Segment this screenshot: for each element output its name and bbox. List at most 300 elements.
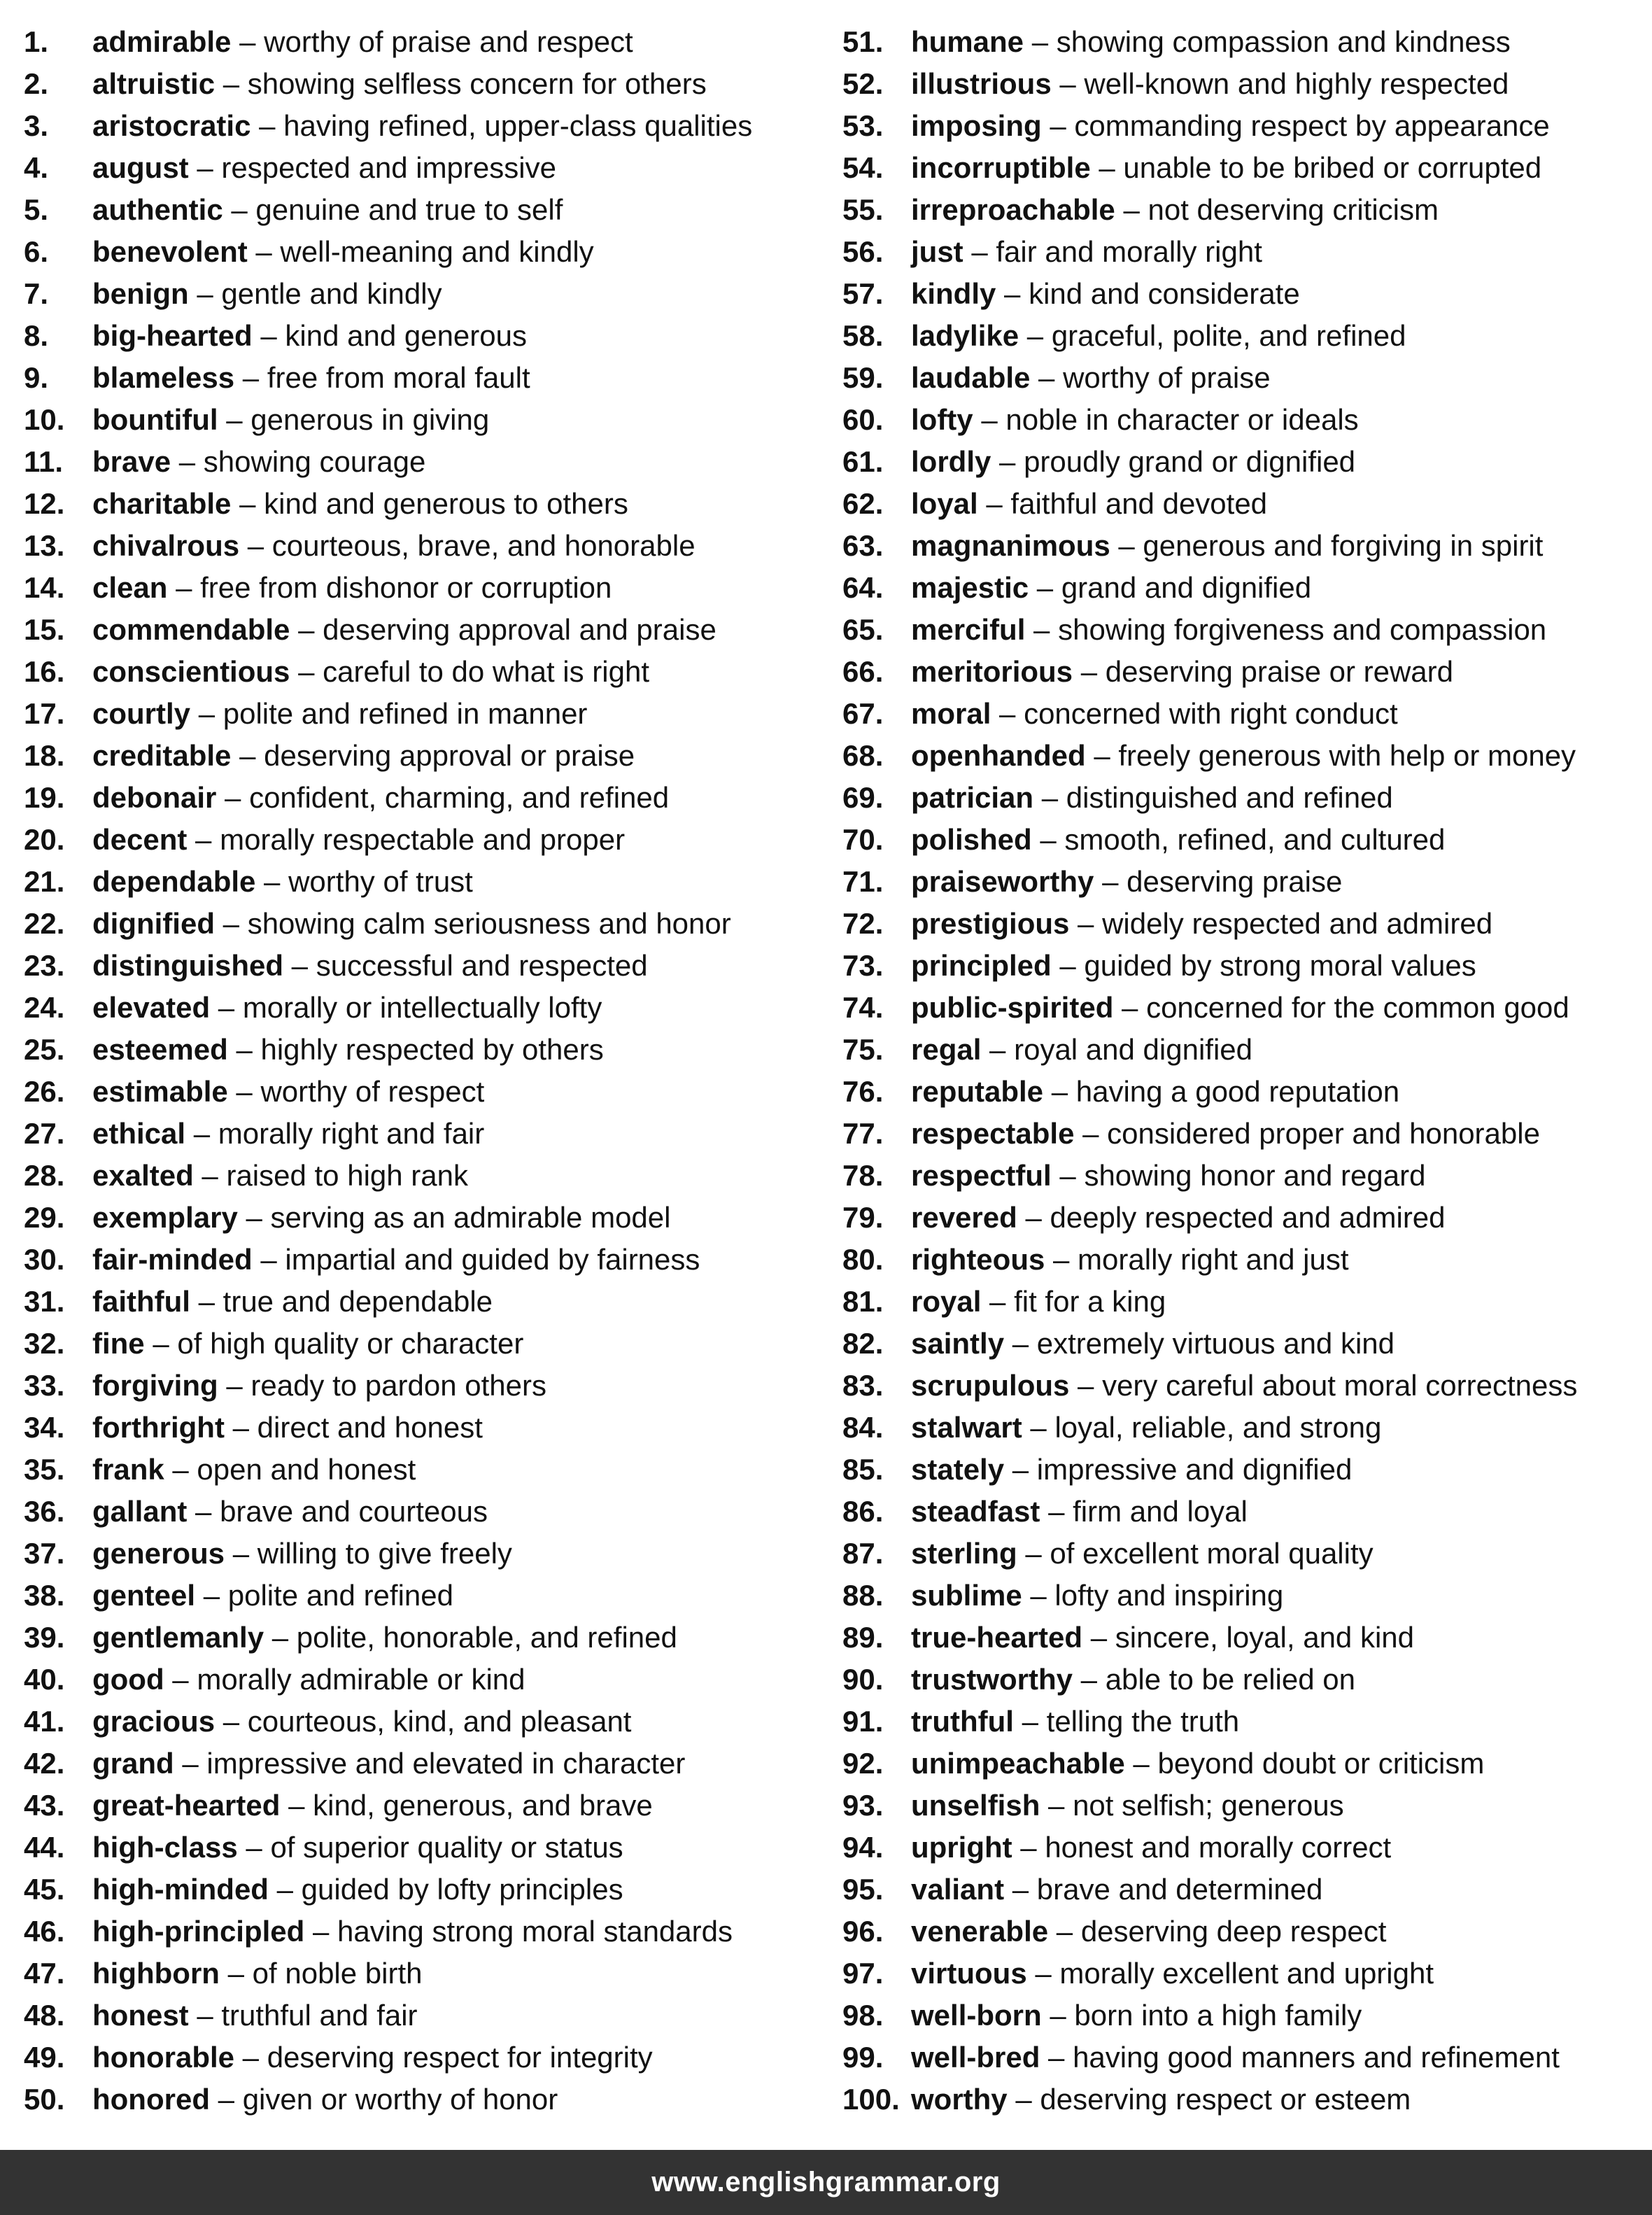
- item-word: brave: [92, 445, 171, 478]
- item-definition: kind and generous to others: [264, 487, 628, 520]
- list-item: [24, 357, 835, 399]
- item-definition: brave and courteous: [220, 1495, 488, 1528]
- item-separator: –: [188, 277, 222, 310]
- item-separator: –: [1085, 739, 1119, 772]
- item-word: just: [911, 235, 963, 268]
- item-number: 4.: [24, 151, 49, 184]
- item-separator: –: [1043, 1075, 1076, 1108]
- item-separator: –: [1022, 1411, 1055, 1444]
- item-word: lordly: [911, 445, 991, 478]
- item-separator: –: [247, 235, 281, 268]
- list-item: [24, 1785, 835, 1827]
- item-definition: courteous, brave, and honorable: [271, 529, 696, 562]
- item-word: loyal: [911, 487, 978, 520]
- item-separator: –: [1033, 781, 1066, 814]
- item-definition: very careful about moral correctness: [1102, 1369, 1578, 1402]
- item-number: 23.: [24, 949, 65, 982]
- item-word: moral: [911, 697, 991, 730]
- item-number: 20.: [24, 823, 65, 856]
- item-definition: widely respected and admired: [1102, 907, 1493, 940]
- item-separator: –: [1074, 1117, 1108, 1150]
- item-word: honorable: [92, 2041, 235, 2074]
- item-separator: –: [1094, 865, 1127, 898]
- item-definition: willing to give freely: [257, 1537, 512, 1570]
- item-definition: loyal, reliable, and strong: [1054, 1411, 1382, 1444]
- item-definition: showing selfless concern for others: [247, 67, 707, 100]
- item-definition: raised to high rank: [226, 1159, 468, 1192]
- list-item: [24, 1827, 835, 1869]
- item-definition: worthy of trust: [288, 865, 473, 898]
- list-item: [24, 1911, 835, 1953]
- item-definition: able to be relied on: [1105, 1663, 1355, 1696]
- item-number: 22.: [24, 907, 65, 940]
- item-separator: –: [231, 487, 264, 520]
- item-word: gallant: [92, 1495, 188, 1528]
- item-word: esteemed: [92, 1033, 228, 1066]
- list-item: [24, 735, 835, 777]
- item-number: 74.: [842, 991, 884, 1024]
- item-number: 87.: [842, 1537, 884, 1570]
- item-separator: –: [1073, 655, 1106, 688]
- item-separator: –: [1069, 1369, 1103, 1402]
- list-item: [842, 231, 1647, 273]
- item-number: 53.: [842, 109, 884, 142]
- item-definition: unable to be bribed or corrupted: [1123, 151, 1542, 184]
- item-number: 91.: [842, 1705, 884, 1738]
- item-separator: –: [1022, 1579, 1055, 1612]
- list-item: [842, 861, 1647, 903]
- item-number: 18.: [24, 739, 65, 772]
- item-separator: –: [144, 1327, 178, 1360]
- item-definition: showing forgiveness and compassion: [1058, 613, 1547, 646]
- item-separator: –: [1048, 1915, 1081, 1948]
- item-word: charitable: [92, 487, 232, 520]
- item-definition: truthful and fair: [221, 1999, 418, 2032]
- list-item: [842, 1533, 1647, 1575]
- item-word: kindly: [911, 277, 996, 310]
- item-word: high-class: [92, 1831, 238, 1864]
- item-separator: –: [218, 403, 251, 436]
- item-number: 1.: [24, 25, 49, 58]
- list-item: [842, 483, 1647, 525]
- item-separator: –: [185, 1117, 218, 1150]
- item-separator: –: [188, 151, 222, 184]
- item-word: upright: [911, 1831, 1012, 1864]
- item-word: royal: [911, 1285, 982, 1318]
- item-number: 32.: [24, 1327, 65, 1360]
- list-item: [842, 1911, 1647, 1953]
- item-separator: –: [195, 1579, 228, 1612]
- list-item: [842, 147, 1647, 189]
- list-item: [24, 189, 835, 231]
- list-item: [24, 525, 835, 567]
- list-item: [24, 693, 835, 735]
- item-separator: –: [1025, 613, 1059, 646]
- item-word: genteel: [92, 1579, 196, 1612]
- item-number: 90.: [842, 1663, 884, 1696]
- item-separator: –: [1041, 1999, 1075, 2032]
- list-item: [842, 1113, 1647, 1155]
- list-item: [24, 903, 835, 945]
- item-separator: –: [231, 739, 264, 772]
- item-separator: –: [1030, 361, 1064, 394]
- item-definition: deserving approval and praise: [323, 613, 716, 646]
- item-word: incorruptible: [911, 151, 1091, 184]
- item-definition: lofty and inspiring: [1054, 1579, 1284, 1612]
- item-separator: –: [1013, 1705, 1047, 1738]
- item-word: praiseworthy: [911, 865, 1094, 898]
- footer-bar: [0, 2150, 1652, 2215]
- item-separator: –: [1073, 1663, 1106, 1696]
- list-item: [24, 483, 835, 525]
- item-word: grand: [92, 1747, 174, 1780]
- item-number: 33.: [24, 1369, 65, 1402]
- item-word: forthright: [92, 1411, 225, 1444]
- item-number: 65.: [842, 613, 884, 646]
- item-separator: –: [977, 487, 1011, 520]
- item-definition: having good manners and refinement: [1073, 2041, 1560, 2074]
- item-word: meritorious: [911, 655, 1073, 688]
- list-item: [842, 1323, 1647, 1365]
- item-word: laudable: [911, 361, 1031, 394]
- list-item: [24, 1449, 835, 1491]
- item-definition: of high quality or character: [177, 1327, 524, 1360]
- item-word: revered: [911, 1201, 1017, 1234]
- item-word: debonair: [92, 781, 217, 814]
- item-number: 29.: [24, 1201, 65, 1234]
- list-item: [842, 987, 1647, 1029]
- item-definition: deeply respected and admired: [1050, 1201, 1446, 1234]
- item-word: conscientious: [92, 655, 290, 688]
- list-item: [842, 1575, 1647, 1617]
- list-item: [842, 1071, 1647, 1113]
- item-word: saintly: [911, 1327, 1005, 1360]
- item-definition: concerned for the common good: [1146, 991, 1569, 1024]
- item-separator: –: [255, 865, 289, 898]
- item-separator: –: [991, 445, 1024, 478]
- item-definition: guided by lofty principles: [301, 1873, 623, 1906]
- list-item: [842, 1869, 1647, 1911]
- item-word: true-hearted: [911, 1621, 1083, 1654]
- item-number: 86.: [842, 1495, 884, 1528]
- item-definition: impartial and guided by fairness: [285, 1243, 700, 1276]
- item-word: unimpeachable: [911, 1747, 1125, 1780]
- list-item: [24, 441, 835, 483]
- item-definition: free from moral fault: [267, 361, 530, 394]
- item-definition: deserving respect for integrity: [267, 2041, 653, 2074]
- item-number: 76.: [842, 1075, 884, 1108]
- item-number: 27.: [24, 1117, 65, 1150]
- item-definition: faithful and devoted: [1010, 487, 1268, 520]
- item-definition: worthy of respect: [260, 1075, 485, 1108]
- list-item: [24, 1197, 835, 1239]
- list-item: [24, 1407, 835, 1449]
- item-number: 60.: [842, 403, 884, 436]
- item-word: highborn: [92, 1957, 220, 1990]
- list-item: [842, 777, 1647, 819]
- item-number: 80.: [842, 1243, 884, 1276]
- item-word: sublime: [911, 1579, 1022, 1612]
- list-item: [24, 1617, 835, 1659]
- list-item: [24, 1869, 835, 1911]
- item-definition: morally or intellectually lofty: [242, 991, 602, 1024]
- item-separator: –: [187, 1495, 220, 1528]
- item-definition: open and honest: [197, 1453, 416, 1486]
- item-word: regal: [911, 1033, 982, 1066]
- item-separator: –: [1004, 1873, 1037, 1906]
- item-word: good: [92, 1663, 164, 1696]
- item-separator: –: [190, 1285, 223, 1318]
- item-definition: brave and determined: [1036, 1873, 1323, 1906]
- item-number: 63.: [842, 529, 884, 562]
- item-number: 98.: [842, 1999, 884, 2032]
- item-separator: –: [227, 1075, 261, 1108]
- item-number: 10.: [24, 403, 65, 436]
- item-word: prestigious: [911, 907, 1070, 940]
- list-item: [842, 273, 1647, 315]
- list-item: [842, 1701, 1647, 1743]
- item-separator: –: [304, 1915, 338, 1948]
- item-definition: showing courage: [203, 445, 426, 478]
- item-word: imposing: [911, 109, 1042, 142]
- item-separator: –: [283, 949, 316, 982]
- item-number: 8.: [24, 319, 49, 352]
- item-number: 37.: [24, 1537, 65, 1570]
- item-word: courtly: [92, 697, 191, 730]
- item-separator: –: [1115, 193, 1148, 226]
- item-definition: genuine and true to self: [255, 193, 563, 226]
- footer-website-link[interactable]: www.englishgrammar.org: [651, 2167, 1001, 2198]
- item-word: dignified: [92, 907, 215, 940]
- list-item: [842, 651, 1647, 693]
- item-separator: –: [239, 529, 272, 562]
- item-separator: –: [234, 2041, 267, 2074]
- item-word: clean: [92, 571, 168, 604]
- item-definition: graceful, polite, and refined: [1051, 319, 1406, 352]
- item-word: humane: [911, 25, 1024, 58]
- item-definition: firm and loyal: [1073, 1495, 1248, 1528]
- list-item: [24, 819, 835, 861]
- item-number: 56.: [842, 235, 884, 268]
- item-separator: –: [991, 697, 1024, 730]
- item-number: 24.: [24, 991, 65, 1024]
- item-number: 81.: [842, 1285, 884, 1318]
- item-word: trustworthy: [911, 1663, 1073, 1696]
- item-word: faithful: [92, 1285, 190, 1318]
- item-number: 66.: [842, 655, 884, 688]
- item-word: great-hearted: [92, 1789, 281, 1822]
- item-word: authentic: [92, 193, 223, 226]
- item-separator: –: [1031, 823, 1065, 856]
- item-separator: –: [237, 1831, 271, 1864]
- item-number: 58.: [842, 319, 884, 352]
- item-definition: kind and generous: [285, 319, 527, 352]
- item-number: 15.: [24, 613, 65, 646]
- list-item: [842, 525, 1647, 567]
- item-number: 47.: [24, 1957, 65, 1990]
- list-item: [842, 2079, 1647, 2121]
- item-definition: deserving praise: [1127, 865, 1343, 898]
- item-number: 52.: [842, 67, 884, 100]
- item-separator: –: [224, 1411, 257, 1444]
- item-separator: –: [963, 235, 996, 268]
- item-separator: –: [188, 1999, 222, 2032]
- item-separator: –: [209, 2083, 243, 2116]
- list-item: [24, 2037, 835, 2079]
- item-separator: –: [1029, 571, 1061, 604]
- item-separator: –: [215, 1705, 248, 1738]
- item-separator: –: [215, 67, 248, 100]
- item-word: respectable: [911, 1117, 1075, 1150]
- item-number: 67.: [842, 697, 884, 730]
- item-number: 19.: [24, 781, 65, 814]
- item-definition: morally respectable and proper: [220, 823, 626, 856]
- item-separator: –: [1017, 1201, 1050, 1234]
- item-separator: –: [234, 361, 267, 394]
- item-number: 42.: [24, 1747, 65, 1780]
- item-word: illustrious: [911, 67, 1052, 100]
- item-number: 70.: [842, 823, 884, 856]
- list-item: [24, 273, 835, 315]
- item-separator: –: [290, 613, 323, 646]
- item-definition: guided by strong moral values: [1084, 949, 1476, 982]
- list-item: [24, 1953, 835, 1995]
- item-word: scrupulous: [911, 1369, 1070, 1402]
- item-number: 85.: [842, 1453, 884, 1486]
- list-item: [24, 777, 835, 819]
- item-number: 28.: [24, 1159, 65, 1192]
- list-item: [24, 651, 835, 693]
- list-item: [842, 315, 1647, 357]
- item-number: 44.: [24, 1831, 65, 1864]
- item-word: ladylike: [911, 319, 1019, 352]
- item-number: 2.: [24, 67, 49, 100]
- item-separator: –: [264, 1621, 297, 1654]
- list-item: [24, 1533, 835, 1575]
- item-word: distinguished: [92, 949, 283, 982]
- item-word: truthful: [911, 1705, 1014, 1738]
- item-word: exemplary: [92, 1201, 238, 1234]
- item-definition: distinguished and refined: [1066, 781, 1393, 814]
- item-definition: impressive and elevated in character: [206, 1747, 686, 1780]
- item-word: exalted: [92, 1159, 194, 1192]
- item-separator: –: [164, 1663, 197, 1696]
- list-item: [24, 987, 835, 1029]
- item-number: 71.: [842, 865, 884, 898]
- item-definition: true and dependable: [223, 1285, 493, 1318]
- item-separator: –: [1110, 529, 1143, 562]
- item-word: well-bred: [911, 2041, 1040, 2074]
- list-item: [24, 2079, 835, 2121]
- item-word: gracious: [92, 1705, 216, 1738]
- list-item: [842, 63, 1647, 105]
- item-number: 62.: [842, 487, 884, 520]
- item-definition: morally excellent and upright: [1059, 1957, 1434, 1990]
- item-number: 92.: [842, 1747, 884, 1780]
- item-number: 48.: [24, 1999, 65, 2032]
- item-number: 97.: [842, 1957, 884, 1990]
- item-separator: –: [1051, 1159, 1085, 1192]
- item-number: 35.: [24, 1453, 65, 1486]
- item-number: 84.: [842, 1411, 884, 1444]
- item-number: 77.: [842, 1117, 884, 1150]
- item-word: estimable: [92, 1075, 228, 1108]
- list-item: [842, 1407, 1647, 1449]
- list-item: [24, 231, 835, 273]
- item-definition: kind and considerate: [1029, 277, 1300, 310]
- item-word: steadfast: [911, 1495, 1040, 1528]
- item-word: commendable: [92, 613, 290, 646]
- item-word: frank: [92, 1453, 164, 1486]
- list-item: [24, 1575, 835, 1617]
- list-item: [842, 567, 1647, 609]
- item-separator: –: [981, 1285, 1015, 1318]
- item-number: 43.: [24, 1789, 65, 1822]
- item-word: merciful: [911, 613, 1026, 646]
- item-separator: –: [1051, 949, 1085, 982]
- list-item: [24, 1995, 835, 2037]
- item-word: decent: [92, 823, 188, 856]
- item-definition: kind, generous, and brave: [313, 1789, 653, 1822]
- item-separator: –: [171, 445, 204, 478]
- list-item: [842, 1617, 1647, 1659]
- item-separator: –: [1090, 151, 1124, 184]
- list-item: [842, 609, 1647, 651]
- list-item: [842, 441, 1647, 483]
- item-definition: respected and impressive: [221, 151, 556, 184]
- item-number: 75.: [842, 1033, 884, 1066]
- item-definition: deserving approval or praise: [264, 739, 635, 772]
- item-number: 59.: [842, 361, 884, 394]
- item-separator: –: [1017, 1537, 1050, 1570]
- item-word: irreproachable: [911, 193, 1115, 226]
- item-definition: free from dishonor or corruption: [200, 571, 612, 604]
- item-definition: successful and respected: [316, 949, 648, 982]
- item-number: 38.: [24, 1579, 65, 1612]
- list-item: [24, 1239, 835, 1281]
- item-definition: well-meaning and kindly: [280, 235, 594, 268]
- item-definition: not selfish; generous: [1073, 1789, 1344, 1822]
- item-word: majestic: [911, 571, 1029, 604]
- list-item: [24, 1701, 835, 1743]
- item-number: 94.: [842, 1831, 884, 1864]
- item-definition: polite, honorable, and refined: [296, 1621, 677, 1654]
- item-separator: –: [193, 1159, 227, 1192]
- list-item: [842, 1785, 1647, 1827]
- item-separator: –: [1045, 1243, 1078, 1276]
- item-definition: concerned with right conduct: [1024, 697, 1398, 730]
- item-word: fair-minded: [92, 1243, 253, 1276]
- item-definition: sincere, loyal, and kind: [1115, 1621, 1415, 1654]
- item-word: magnanimous: [911, 529, 1110, 562]
- item-definition: serving as an admirable model: [270, 1201, 671, 1234]
- list-item: [842, 1449, 1647, 1491]
- item-separator: –: [268, 1873, 302, 1906]
- item-definition: polite and refined: [227, 1579, 453, 1612]
- list-item: [24, 1029, 835, 1071]
- item-definition: having a good reputation: [1075, 1075, 1400, 1108]
- list-item: [842, 1659, 1647, 1701]
- item-separator: –: [1082, 1621, 1115, 1654]
- item-definition: gentle and kindly: [221, 277, 442, 310]
- item-definition: fair and morally right: [996, 235, 1262, 268]
- list-item: [24, 861, 835, 903]
- list-item: [842, 1743, 1647, 1785]
- item-definition: morally admirable or kind: [197, 1663, 525, 1696]
- list-item: [842, 1281, 1647, 1323]
- item-number: 93.: [842, 1789, 884, 1822]
- list-item: [842, 1239, 1647, 1281]
